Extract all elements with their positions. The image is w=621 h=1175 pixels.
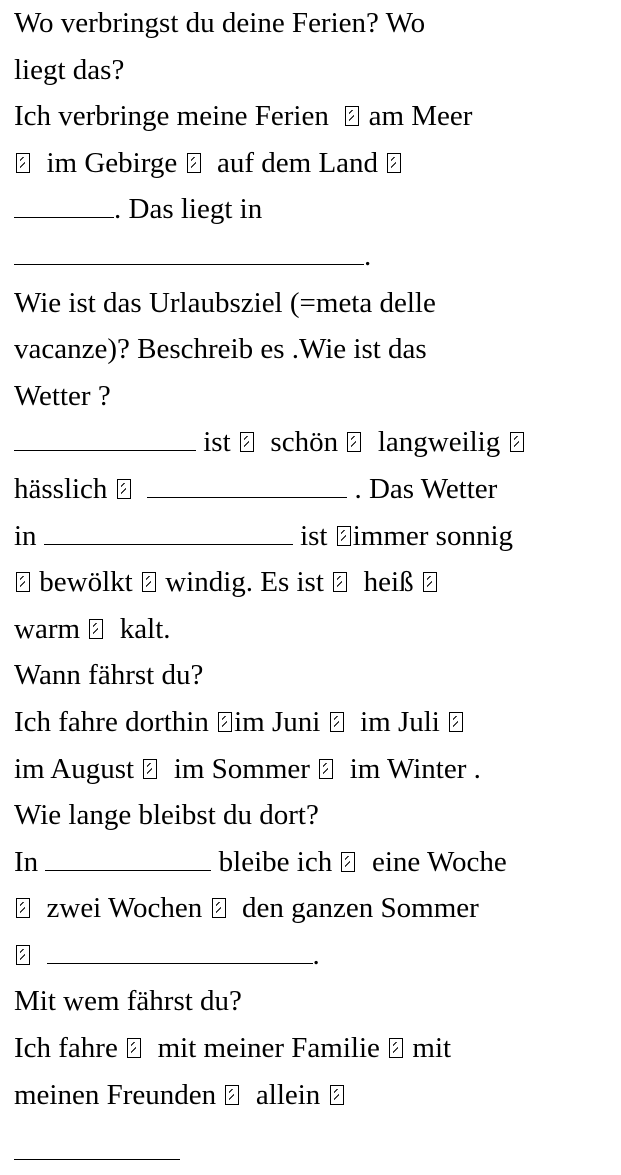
question-text: Wo verbringst du deine Ferien? Wo xyxy=(14,7,426,39)
option-label: im Winter . xyxy=(349,752,481,785)
checkbox-icon[interactable] xyxy=(187,153,201,173)
checkbox-icon[interactable] xyxy=(89,619,103,639)
checkbox-icon[interactable] xyxy=(143,759,157,779)
answer-text: ist xyxy=(300,519,328,552)
option-label: im Juni xyxy=(234,705,321,738)
answer-text: ist xyxy=(203,426,231,459)
answer-text: Ich verbringe meine Ferien xyxy=(14,100,329,133)
checkbox-icon[interactable] xyxy=(218,712,232,732)
option-label: im August xyxy=(14,752,135,785)
question-1-line-1 xyxy=(14,0,614,47)
blank-field[interactable] xyxy=(44,522,293,545)
option-label: bewölkt xyxy=(39,566,133,599)
answer-text: . Das Wetter xyxy=(354,472,498,505)
answer-text: In xyxy=(14,845,39,878)
option-label: allein xyxy=(255,1078,321,1111)
question-1-line-2 xyxy=(14,47,614,94)
answer-2-line-3 xyxy=(14,513,614,560)
question-5 xyxy=(14,978,614,1025)
option-label: kalt. xyxy=(119,612,171,645)
worksheet xyxy=(14,0,614,1175)
checkbox-icon[interactable] xyxy=(389,1038,403,1058)
answer-1-line-1 xyxy=(14,93,614,140)
blank-field[interactable] xyxy=(45,848,211,871)
question-2-line-2 xyxy=(14,326,614,373)
answer-2-line-5 xyxy=(14,606,614,653)
question-text: liegt das? xyxy=(14,53,125,86)
checkbox-icon[interactable] xyxy=(16,153,30,173)
blank-field[interactable] xyxy=(147,475,347,498)
checkbox-icon[interactable] xyxy=(16,572,30,592)
checkbox-icon[interactable] xyxy=(387,153,401,173)
option-label: windig. Es ist xyxy=(165,566,324,599)
option-label: mit meiner Familie xyxy=(157,1032,380,1065)
option-label: hässlich xyxy=(14,472,108,505)
checkbox-icon[interactable] xyxy=(117,479,131,499)
answer-2-line-2 xyxy=(14,466,614,513)
checkbox-icon[interactable] xyxy=(16,945,30,965)
blank-field[interactable] xyxy=(14,428,196,451)
option-label: zwei Wochen xyxy=(46,892,203,925)
option-label: auf dem Land xyxy=(217,146,379,179)
question-text: Wie lange bleibst du dort? xyxy=(14,799,319,832)
blank-field[interactable] xyxy=(14,195,114,218)
checkbox-icon[interactable] xyxy=(225,1085,239,1105)
answer-5-line-1 xyxy=(14,1025,614,1072)
checkbox-icon[interactable] xyxy=(127,1038,141,1058)
option-label: immer sonnig xyxy=(352,519,514,552)
punctuation: . xyxy=(312,938,320,971)
option-label: im Juli xyxy=(360,705,440,738)
question-text: Mit wem fährst du? xyxy=(14,985,242,1018)
checkbox-icon[interactable] xyxy=(16,898,30,918)
answer-4-line-2 xyxy=(14,885,614,932)
checkbox-icon[interactable] xyxy=(347,432,361,452)
question-3 xyxy=(14,652,614,699)
checkbox-icon[interactable] xyxy=(330,712,344,732)
option-label: schön xyxy=(270,426,339,459)
option-label: im Sommer xyxy=(173,752,310,785)
checkbox-icon[interactable] xyxy=(345,106,359,126)
option-label: am Meer xyxy=(368,100,473,133)
checkbox-icon[interactable] xyxy=(449,712,463,732)
checkbox-icon[interactable] xyxy=(337,526,351,546)
answer-4-line-1 xyxy=(14,839,614,886)
question-text: vacanze)? Beschreib es .Wie ist das xyxy=(14,333,427,366)
checkbox-icon[interactable] xyxy=(341,852,355,872)
answer-text: bleibe ich xyxy=(218,845,333,878)
answer-1-line-4 xyxy=(14,233,614,280)
checkbox-icon[interactable] xyxy=(212,898,226,918)
blank-field[interactable] xyxy=(14,242,364,265)
checkbox-icon[interactable] xyxy=(423,572,437,592)
answer-5-line-2 xyxy=(14,1072,614,1119)
blank-field[interactable] xyxy=(47,941,313,964)
option-label: heiß xyxy=(363,566,414,599)
blank-field[interactable] xyxy=(14,1137,180,1160)
option-label: den ganzen Sommer xyxy=(242,892,479,925)
question-2-line-3 xyxy=(14,373,614,420)
answer-text: in xyxy=(14,519,37,552)
checkbox-icon[interactable] xyxy=(240,432,254,452)
checkbox-icon[interactable] xyxy=(319,759,333,779)
answer-text: Ich fahre xyxy=(14,1032,118,1065)
option-label: meinen Freunden xyxy=(14,1078,217,1111)
option-label: eine Woche xyxy=(371,845,507,878)
answer-2-line-1 xyxy=(14,419,614,466)
answer-5-line-3 xyxy=(14,1128,614,1175)
question-4 xyxy=(14,792,614,839)
question-text: Wetter ? xyxy=(14,379,111,412)
answer-3-line-1 xyxy=(14,699,614,746)
punctuation: . xyxy=(364,239,372,272)
answer-2-line-4 xyxy=(14,559,614,606)
option-label: warm xyxy=(14,612,81,645)
answer-text: . Das liegt in xyxy=(114,193,263,226)
option-label: langweilig xyxy=(377,426,501,459)
answer-4-line-3 xyxy=(14,932,614,979)
option-label: im Gebirge xyxy=(46,146,178,179)
checkbox-icon[interactable] xyxy=(510,432,524,452)
checkbox-icon[interactable] xyxy=(330,1085,344,1105)
checkbox-icon[interactable] xyxy=(142,572,156,592)
answer-1-line-2 xyxy=(14,140,614,187)
question-text: Wie ist das Urlaubsziel (=meta delle xyxy=(14,286,436,319)
question-text: Wann fährst du? xyxy=(14,659,204,692)
answer-3-line-2 xyxy=(14,746,614,793)
question-2-line-1 xyxy=(14,280,614,327)
checkbox-icon[interactable] xyxy=(333,572,347,592)
answer-text: Ich fahre dorthin xyxy=(14,705,209,738)
answer-1-line-3 xyxy=(14,186,614,233)
option-label: mit xyxy=(412,1032,452,1065)
